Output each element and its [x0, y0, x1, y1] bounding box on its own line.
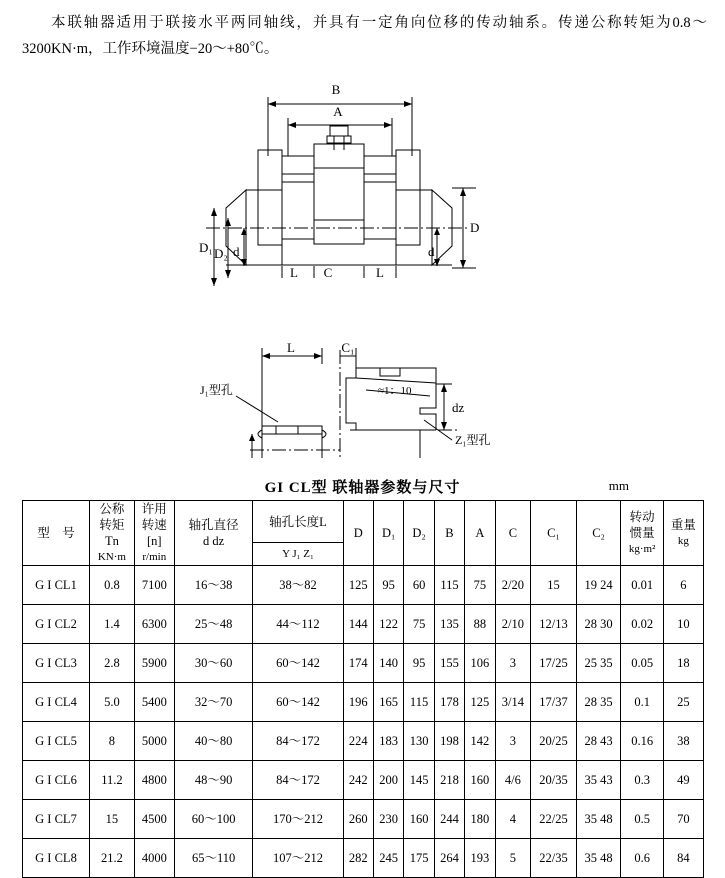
th-C1: C₁ [531, 501, 576, 566]
cell-bore-len: 84～172 [253, 722, 343, 761]
cell-torque: 11.2 [90, 761, 135, 800]
cell-D2: 175 [404, 839, 434, 878]
cell-torque: 0.8 [90, 566, 135, 605]
th-bore-dia [174, 501, 253, 566]
cell-A: 180 [465, 800, 495, 839]
cell-C2: 28 30 [576, 605, 621, 644]
cell-bore-len: 84～172 [253, 761, 343, 800]
intro-text: 本联轴器适用于联接水平两同轴线，并具有一定角向位移的传动轴系。传递公称转矩为0.8～3200KN·m，工作环境温度−20～+80℃。 [22, 15, 707, 57]
cell-D2: 130 [404, 722, 434, 761]
cell-D: 196 [343, 683, 373, 722]
cell-weight: 6 [663, 566, 703, 605]
th-bore-dia-l2: d dz [202, 534, 225, 548]
cell-bore-len: 44～112 [253, 605, 343, 644]
cell-B: 178 [434, 683, 464, 722]
cell-C2: 28 43 [576, 722, 621, 761]
cell-C2: 25 35 [576, 644, 621, 683]
cell-C: 5 [495, 839, 531, 878]
th-speed-l2: 转速 [141, 518, 167, 532]
cell-D: 282 [343, 839, 373, 878]
header-row-main [23, 501, 704, 543]
cell-A: 75 [465, 566, 495, 605]
intro-paragraph [22, 10, 707, 62]
th-inertia-l1: 转动 [629, 510, 655, 524]
label-z1-hole: Z₁型孔 [455, 433, 491, 447]
th-D1: D₁ [373, 501, 403, 566]
cell-B: 115 [434, 566, 464, 605]
cell-torque: 1.4 [90, 605, 135, 644]
label-j1-hole: J₁型孔 [200, 383, 233, 397]
cell-weight: 84 [663, 839, 703, 878]
label-L-left: L [290, 265, 298, 280]
cell-D2: 145 [404, 761, 434, 800]
cell-A: 160 [465, 761, 495, 800]
cell-model: G I CL2 [23, 605, 90, 644]
th-inertia-l3: kg·m² [628, 543, 656, 555]
cell-weight: 10 [663, 605, 703, 644]
th-A: A [465, 501, 495, 566]
th-inertia [621, 501, 663, 566]
label-D: D [470, 220, 480, 235]
th-torque [90, 501, 135, 566]
cell-bore-len: 107～212 [253, 839, 343, 878]
cell-C: 3/14 [495, 683, 531, 722]
cell-speed: 5000 [134, 722, 174, 761]
cell-weight: 38 [663, 722, 703, 761]
cell-speed: 6300 [134, 605, 174, 644]
cell-model: G I CL4 [23, 683, 90, 722]
table-row [23, 839, 704, 878]
table-row [23, 800, 704, 839]
cell-model: G I CL6 [23, 761, 90, 800]
table-row [23, 644, 704, 683]
table-head [23, 501, 704, 566]
label-taper: ≈1：10 [378, 385, 412, 397]
cell-C: 4 [495, 800, 531, 839]
cell-weight: 49 [663, 761, 703, 800]
cell-inertia: 0.02 [621, 605, 663, 644]
cell-inertia: 0.16 [621, 722, 663, 761]
cell-A: 88 [465, 605, 495, 644]
table-unit: mm [608, 478, 629, 493]
cell-inertia: 0.3 [621, 761, 663, 800]
cell-speed: 4800 [134, 761, 174, 800]
cell-C: 3 [495, 722, 531, 761]
cell-D1: 230 [373, 800, 403, 839]
th-weight-l1: 重量 [670, 518, 696, 532]
coupling-drawing [0, 78, 725, 458]
th-D2: D₂ [404, 501, 434, 566]
cell-C1: 15 [531, 566, 576, 605]
cell-model: G I CL5 [23, 722, 90, 761]
table-row [23, 722, 704, 761]
cell-bore-dia: 40～80 [174, 722, 253, 761]
cell-bore-dia: 60～100 [174, 800, 253, 839]
cell-C1: 22/25 [531, 800, 576, 839]
cell-C1: 17/37 [531, 683, 576, 722]
cell-bore-dia: 48～90 [174, 761, 253, 800]
cell-A: 125 [465, 683, 495, 722]
cell-weight: 70 [663, 800, 703, 839]
th-C2: C₂ [576, 501, 621, 566]
cell-D1: 140 [373, 644, 403, 683]
cell-D2: 75 [404, 605, 434, 644]
cell-C2: 35 43 [576, 761, 621, 800]
cell-weight: 18 [663, 644, 703, 683]
cell-C2: 35 48 [576, 839, 621, 878]
th-D: D [343, 501, 373, 566]
th-torque-l3: Tn [104, 534, 119, 548]
cell-weight: 25 [663, 683, 703, 722]
cell-D1: 245 [373, 839, 403, 878]
cell-bore-len: 170～212 [253, 800, 343, 839]
cell-torque: 2.8 [90, 644, 135, 683]
th-model: 型 号 [23, 501, 90, 566]
cell-torque: 5.0 [90, 683, 135, 722]
th-speed-l4: r/min [142, 551, 167, 563]
cell-B: 244 [434, 800, 464, 839]
th-weight-l2: kg [677, 535, 689, 547]
label-C1: C₁ [341, 340, 355, 355]
cell-D1: 165 [373, 683, 403, 722]
th-speed-l3: [n] [147, 534, 162, 548]
spec-table [22, 500, 704, 878]
table-body [23, 566, 704, 878]
cell-bore-len: 60～142 [253, 683, 343, 722]
cell-speed: 5400 [134, 683, 174, 722]
cell-C2: 19 24 [576, 566, 621, 605]
cell-D2: 115 [404, 683, 434, 722]
cell-C: 2/20 [495, 566, 531, 605]
cell-A: 142 [465, 722, 495, 761]
cell-C: 3 [495, 644, 531, 683]
cell-model: G I CL7 [23, 800, 90, 839]
th-inertia-l2: 惯量 [629, 526, 655, 540]
cell-D: 144 [343, 605, 373, 644]
cell-bore-len: 60～142 [253, 644, 343, 683]
cell-C1: 22/35 [531, 839, 576, 878]
cell-D1: 95 [373, 566, 403, 605]
label-L-right: L [376, 265, 384, 280]
th-weight [663, 501, 703, 566]
th-torque-l2: 转矩 [99, 518, 125, 532]
cell-model: G I CL8 [23, 839, 90, 878]
cell-D: 260 [343, 800, 373, 839]
table-row [23, 761, 704, 800]
cell-speed: 7100 [134, 566, 174, 605]
cell-C: 4/6 [495, 761, 531, 800]
cell-C2: 28 35 [576, 683, 621, 722]
th-speed-l1: 许用 [141, 502, 167, 516]
cell-C1: 20/35 [531, 761, 576, 800]
th-bore-dia-l1: 轴孔直径 [188, 518, 239, 532]
cell-inertia: 0.1 [621, 683, 663, 722]
cell-bore-len: 38～82 [253, 566, 343, 605]
cell-C1: 12/13 [531, 605, 576, 644]
cell-B: 135 [434, 605, 464, 644]
cell-model: G I CL1 [23, 566, 90, 605]
label-d-right: d [428, 244, 435, 259]
cell-inertia: 0.05 [621, 644, 663, 683]
cell-model: G I CL3 [23, 644, 90, 683]
th-torque-l1: 公称 [99, 502, 125, 516]
cell-D1: 200 [373, 761, 403, 800]
label-B: B [331, 82, 341, 97]
cell-bore-dia: 30～60 [174, 644, 253, 683]
cell-inertia: 0.01 [621, 566, 663, 605]
cell-C1: 17/25 [531, 644, 576, 683]
label-D1: D₁ [199, 240, 213, 255]
cell-bore-dia: 32～70 [174, 683, 253, 722]
cell-bore-dia: 16～38 [174, 566, 253, 605]
cell-C1: 20/25 [531, 722, 576, 761]
label-A: A [333, 104, 343, 119]
label-d-left: d [233, 244, 240, 259]
cell-torque: 15 [90, 800, 135, 839]
th-torque-l4: KN·m [97, 551, 126, 563]
th-speed [134, 501, 174, 566]
cell-speed: 4000 [134, 839, 174, 878]
cell-C: 2/10 [495, 605, 531, 644]
cell-bore-dia: 25～48 [174, 605, 253, 644]
cell-D: 242 [343, 761, 373, 800]
cell-torque: 8 [90, 722, 135, 761]
label-L-bottom-left: L [287, 340, 295, 355]
cell-inertia: 0.5 [621, 800, 663, 839]
label-D2: D₂ [214, 246, 228, 261]
cell-D2: 60 [404, 566, 434, 605]
label-C: C [323, 265, 333, 280]
table-row [23, 683, 704, 722]
cell-D1: 122 [373, 605, 403, 644]
label-dz: dz [452, 400, 465, 415]
cell-B: 218 [434, 761, 464, 800]
th-B: B [434, 501, 464, 566]
th-bore-len-types: Y J₁ Z₁ [253, 543, 343, 566]
table-row [23, 566, 704, 605]
cell-D: 125 [343, 566, 373, 605]
cell-inertia: 0.6 [621, 839, 663, 878]
table-caption: GI CL型 联轴器参数与尺寸 [264, 480, 461, 496]
th-bore-len: 轴孔长度L [253, 501, 343, 543]
cell-speed: 4500 [134, 800, 174, 839]
table-row [23, 605, 704, 644]
cell-D2: 160 [404, 800, 434, 839]
cell-C2: 35 48 [576, 800, 621, 839]
cell-bore-dia: 65～110 [174, 839, 253, 878]
cell-A: 106 [465, 644, 495, 683]
cell-B: 198 [434, 722, 464, 761]
cell-D2: 95 [404, 644, 434, 683]
cell-D: 174 [343, 644, 373, 683]
cell-torque: 21.2 [90, 839, 135, 878]
cell-D: 224 [343, 722, 373, 761]
th-C: C [495, 501, 531, 566]
drawing-svg [0, 78, 725, 458]
cell-B: 155 [434, 644, 464, 683]
cell-D1: 183 [373, 722, 403, 761]
cell-speed: 5900 [134, 644, 174, 683]
cell-B: 264 [434, 839, 464, 878]
cell-A: 193 [465, 839, 495, 878]
